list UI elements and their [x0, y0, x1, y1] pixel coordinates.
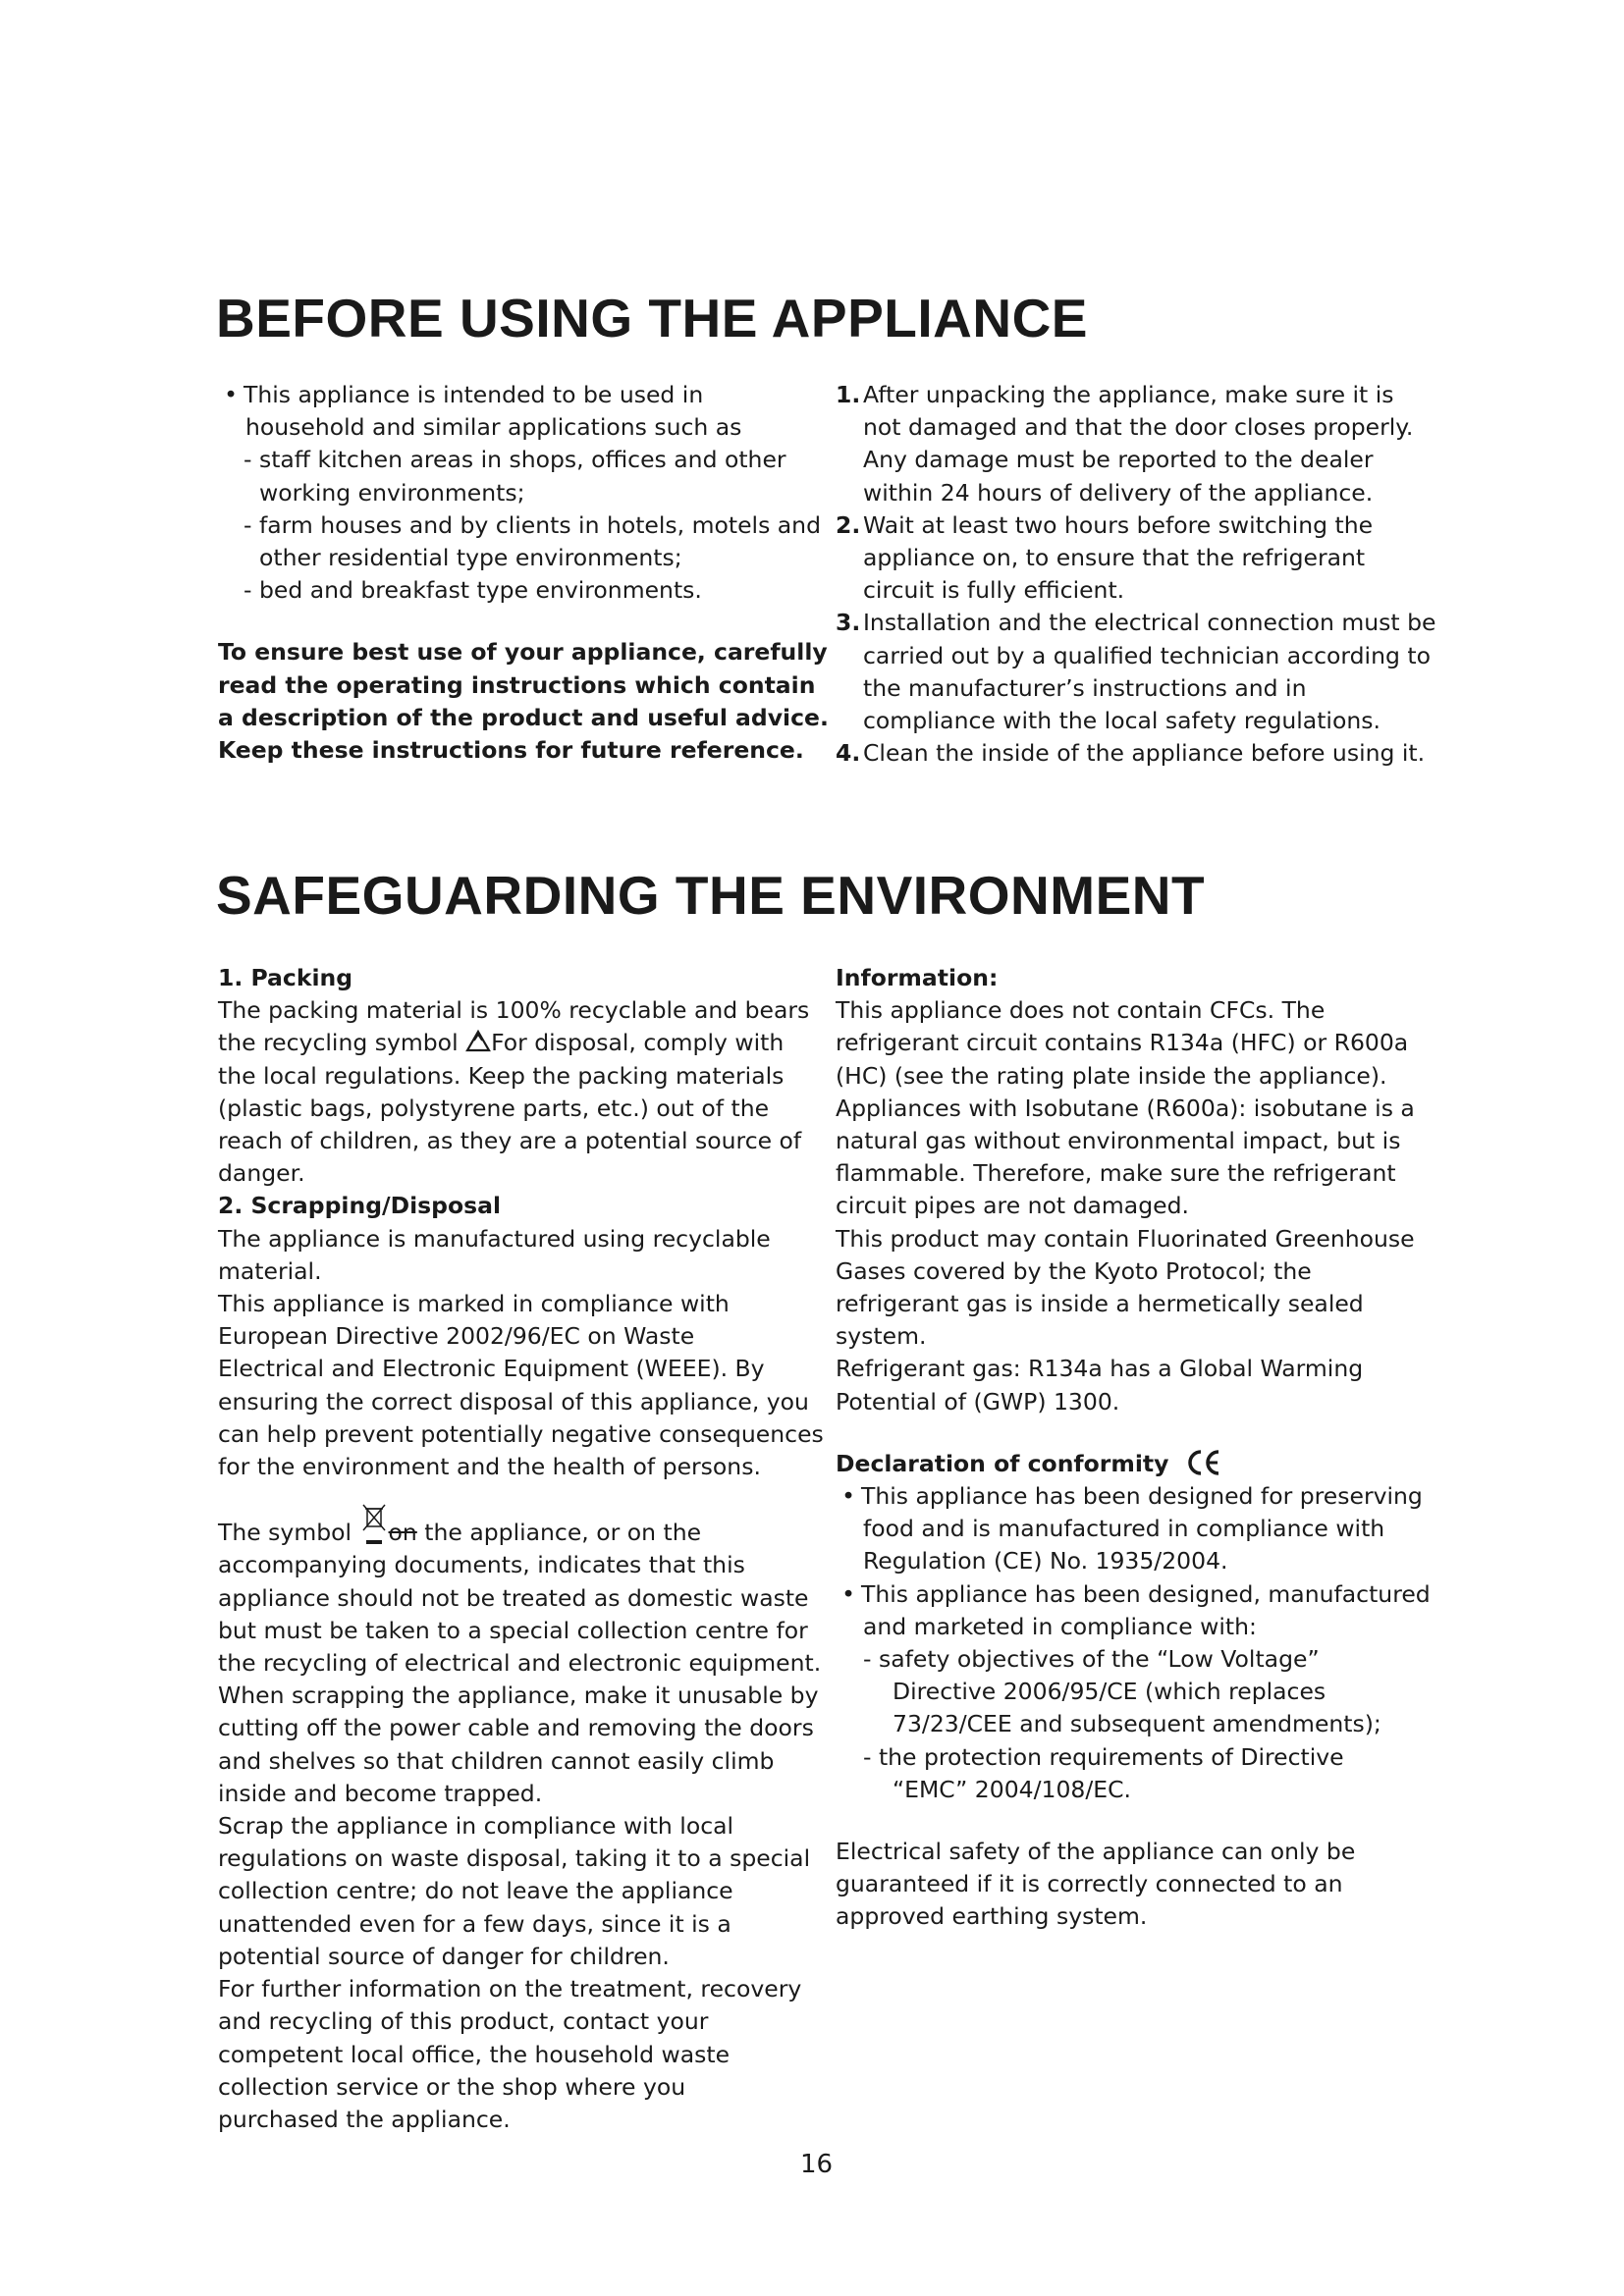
declaration-line: Directive 2006/95/CE (which replaces [893, 1678, 1326, 1706]
packing-line: the local regulations. Keep the packing materials [218, 1061, 785, 1090]
crossed-bin-icon [359, 1503, 389, 1546]
step-3-line: carried out by a qualified technician according to [863, 641, 1431, 669]
step-1: 1. After unpacking the appliance, make sure it is [836, 381, 1394, 408]
declaration-line: Regulation (CE) No. 1935/2004. [863, 1547, 1228, 1575]
bullet-mark: • [224, 381, 238, 408]
before-using-title: BEFORE USING THE APPLIANCE [216, 288, 1088, 348]
information-line: refrigerant gas is inside a hermetically sealed [836, 1290, 1364, 1318]
symbol-line: purchased the appliance. [218, 2105, 511, 2133]
declaration-line: and marketed in compliance with: [863, 1612, 1257, 1640]
before-right-column [836, 379, 1436, 770]
symbol-line: unattended even for a few days, since it is a [218, 1909, 731, 1938]
symbol-line: but must be taken to a special collection centre for [218, 1616, 808, 1644]
intro-line-7: - bed and breakfast type environments. [244, 576, 702, 605]
packing-line-symbol: the recycling symbol For disposal, comply with [218, 1029, 785, 1057]
symbol-line: appliance should not be treated as domestic waste [218, 1583, 809, 1612]
information-line: Gases covered by the Kyoto Protocol; the [836, 1256, 1312, 1285]
step-2-line: circuit is fully efficient. [863, 576, 1125, 605]
information-line: Potential of (GWP) 1300. [836, 1387, 1120, 1415]
on-word: on [388, 1519, 417, 1547]
information-line: Refrigerant gas: R134a has a Global Warming [836, 1355, 1364, 1383]
declaration-bullet-2: • This appliance has been designed, manufactured [841, 1579, 1431, 1608]
intro-line-1: • This appliance is intended to be used in [218, 379, 807, 411]
ce-mark-icon [1185, 1448, 1222, 1477]
intro-line-3: - staff kitchen areas in shops, offices and other [244, 446, 786, 474]
symbol-line: and recycling of this product, contact your [218, 2007, 709, 2036]
information-line: Appliances with Isobutane (R600a): isobutane is a [836, 1094, 1415, 1122]
symbol-line: the recycling of electrical and electronic equipment. [218, 1649, 822, 1678]
scrapping-line: for the environment and the health of persons. [218, 1453, 761, 1481]
information-line: This product may contain Fluorinated Greenhouse [836, 1224, 1415, 1253]
step-3-line: the manufacturer’s instructions and in [863, 673, 1307, 702]
intro-line-5: - farm houses and by clients in hotels, motels and [244, 510, 821, 539]
symbol-line: accompanying documents, indicates that this [218, 1551, 745, 1579]
step-3: 3. Installation and the electrical connection must be [836, 609, 1436, 637]
recycle-triangle-icon [465, 1029, 491, 1054]
scrapping-line: can help prevent potentially negative consequences [218, 1419, 824, 1448]
symbol-line: cutting off the power cable and removing the doors [218, 1714, 814, 1742]
declaration-sub-2: - the protection requirements of Directive [863, 1742, 1344, 1771]
intro-line-6: other residential type environments; [259, 544, 682, 572]
symbol-line: collection service or the shop where you [218, 2072, 686, 2101]
declaration-sub-1: - safety objectives of the “Low Voltage” [863, 1645, 1320, 1674]
step-1-line: not damaged and that the door closes properly. [863, 413, 1414, 442]
information-heading: Information: [836, 964, 999, 991]
information-line: system. [836, 1322, 927, 1351]
declaration-line: 73/23/CEE and subsequent amendments); [893, 1710, 1381, 1738]
packing-line: The packing material is 100% recyclable and bears [218, 996, 810, 1025]
page-number: 16 [800, 2150, 834, 2179]
information-line: circuit pipes are not damaged. [836, 1192, 1189, 1220]
step-2-line: appliance on, to ensure that the refrigerant [863, 544, 1366, 572]
packing-line: (plastic bags, polystyrene parts, etc.) out of the [218, 1094, 770, 1122]
intro-line-4: working environments; [259, 478, 525, 507]
information-line: refrigerant circuit contains R134a (HFC) or R600a [836, 1029, 1409, 1057]
declaration-bullet-1: • This appliance has been designed for preserving [841, 1482, 1423, 1511]
declaration-heading: Declaration of conformity [836, 1448, 1425, 1480]
environment-title: SAFEGUARDING THE ENVIRONMENT [216, 865, 1206, 926]
symbol-line: The symbol on the appliance, or on the [218, 1517, 807, 1549]
advice-line-1: To ensure best use of your appliance, carefully [218, 638, 828, 667]
step-1-line: within 24 hours of delivery of the appliance. [863, 478, 1374, 507]
electrical-safety-line: guaranteed if it is correctly connected to an [836, 1870, 1343, 1898]
information-line: This appliance does not contain CFCs. The [836, 996, 1326, 1025]
advice-line-3: a description of the product and useful advice. [218, 703, 829, 731]
packing-line: reach of children, as they are a potential source of [218, 1127, 802, 1155]
electrical-safety-line: Electrical safety of the appliance can only be [836, 1838, 1356, 1866]
step-1-line: Any damage must be reported to the dealer [863, 446, 1374, 474]
information-line: (HC) (see the rating plate inside the appliance). [836, 1061, 1387, 1090]
intro-line-2: household and similar applications such as [245, 413, 742, 442]
step-2: 2. Wait at least two hours before switching the [836, 510, 1374, 539]
before-left-column [218, 379, 829, 767]
step-4: 4. Clean the inside of the appliance before using it. [836, 739, 1426, 768]
packing-heading: 1. Packing [218, 964, 353, 991]
scrapping-line: ensuring the correct disposal of this appliance, you [218, 1387, 809, 1415]
advice-line-4: Keep these instructions for future reference. [218, 736, 804, 765]
symbol-line: and shelves so that children cannot easily climb [218, 1746, 775, 1775]
symbol-line: regulations on waste disposal, taking it to a special [218, 1844, 811, 1873]
scrapping-line: This appliance is marked in compliance with [218, 1290, 730, 1318]
symbol-line: potential source of danger for children. [218, 1942, 670, 1970]
environment-right-column [836, 962, 1431, 1934]
scrapping-line: material. [218, 1256, 322, 1285]
scrapping-line: The appliance is manufactured using recyclable [218, 1224, 771, 1253]
packing-line: danger. [218, 1159, 305, 1188]
scrapping-line: European Directive 2002/96/EC on Waste [218, 1322, 695, 1351]
symbol-line: When scrapping the appliance, make it unusable by [218, 1682, 819, 1710]
scrapping-line: Electrical and Electronic Equipment (WEEE). By [218, 1355, 765, 1383]
scrapping-heading: 2. Scrapping/Disposal [218, 1192, 502, 1220]
information-line: natural gas without environmental impact, but is [836, 1127, 1401, 1155]
symbol-line: Scrap the appliance in compliance with local [218, 1812, 734, 1841]
symbol-line: inside and become trapped. [218, 1779, 543, 1807]
environment-left-column [218, 962, 824, 2136]
symbol-line: collection centre; do not leave the appliance [218, 1877, 733, 1905]
symbol-line: For further information on the treatment, recovery [218, 1975, 802, 2003]
information-line: flammable. Therefore, make sure the refrigerant [836, 1159, 1396, 1188]
step-3-line: compliance with the local safety regulations. [863, 707, 1380, 735]
declaration-line: food and is manufactured in compliance with [863, 1515, 1385, 1543]
advice-line-2: read the operating instructions which contain [218, 670, 816, 699]
electrical-safety-line: approved earthing system. [836, 1902, 1148, 1931]
symbol-line: competent local office, the household waste [218, 2040, 731, 2068]
declaration-line: “EMC” 2004/108/EC. [893, 1775, 1132, 1803]
